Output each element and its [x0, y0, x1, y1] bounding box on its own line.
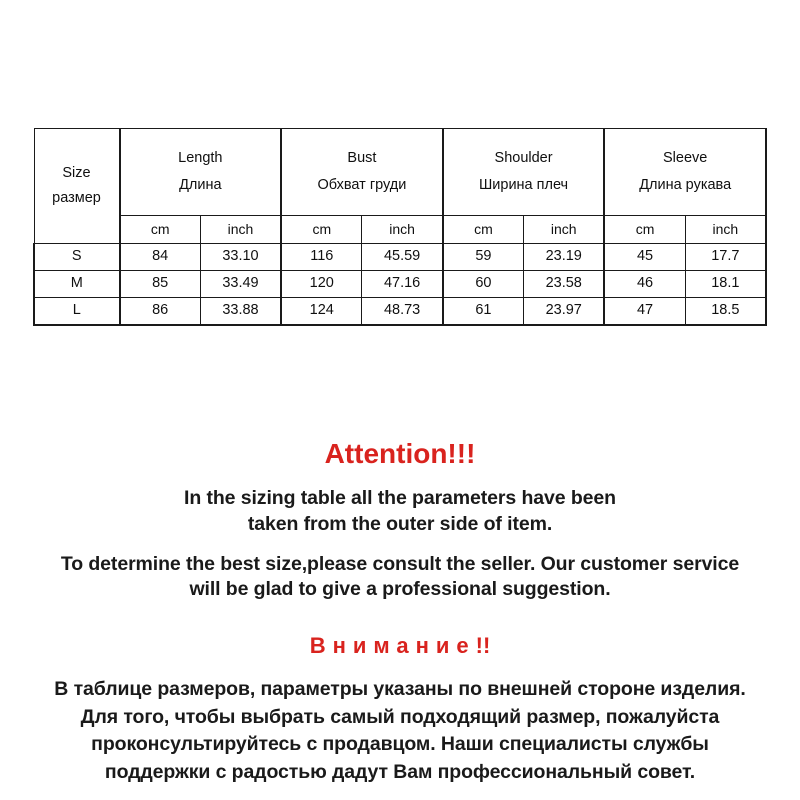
cell-size: M [34, 271, 120, 298]
cell-sleeve-inch: 17.7 [685, 244, 766, 271]
unit-shoulder-cm: cm [443, 216, 524, 244]
table-header-row [34, 129, 766, 216]
cell-bust-cm: 120 [281, 271, 362, 298]
table-row [34, 244, 766, 271]
header-group-shoulder-en: Shoulder [494, 150, 553, 167]
cell-length-cm: 84 [120, 244, 201, 271]
attention-heading-ru-bangs: !! [475, 632, 491, 658]
cell-sleeve-inch: 18.1 [685, 271, 766, 298]
unit-shoulder-inch: inch [524, 216, 605, 244]
notice-paragraph-ru [0, 676, 800, 787]
size-table [33, 128, 767, 326]
header-size-line1: Size [62, 164, 91, 181]
header-group-length-en: Length [178, 150, 223, 167]
header-group-bust-ru: Обхват груди [317, 176, 407, 193]
header-group-shoulder [443, 129, 605, 216]
unit-bust-inch: inch [362, 216, 443, 244]
header-group-length-ru: Длина [179, 176, 222, 193]
header-group-sleeve [604, 129, 766, 216]
cell-length-inch: 33.88 [200, 298, 281, 326]
cell-bust-cm: 124 [281, 298, 362, 326]
attention-heading-ru [0, 633, 800, 658]
notice-paragraph-en-2 [0, 552, 800, 603]
cell-shoulder-inch: 23.58 [524, 271, 605, 298]
size-chart [33, 128, 767, 326]
table-unit-row [34, 216, 766, 244]
cell-bust-inch: 45.59 [362, 244, 443, 271]
unit-sleeve-cm: cm [604, 216, 685, 244]
cell-sleeve-cm: 45 [604, 244, 685, 271]
notice-section [0, 438, 800, 787]
attention-heading-en: Attention!!! [324, 438, 476, 469]
attention-heading-ru-word: Внимание [309, 632, 476, 658]
table-row [34, 298, 766, 326]
cell-shoulder-cm: 59 [443, 244, 524, 271]
notice-line: проконсультируйтесь с продавцом. Наши специалисты службы [91, 733, 709, 756]
cell-size: L [34, 298, 120, 326]
cell-sleeve-inch: 18.5 [685, 298, 766, 326]
cell-sleeve-cm: 47 [604, 298, 685, 326]
header-group-bust [281, 129, 443, 216]
cell-shoulder-inch: 23.97 [524, 298, 605, 326]
cell-length-inch: 33.10 [200, 244, 281, 271]
notice-line: поддержки с радостью дадут Вам профессиональный совет. [104, 760, 696, 783]
cell-shoulder-inch: 23.19 [524, 244, 605, 271]
notice-line: taken from the outer side of item. [247, 512, 553, 535]
unit-sleeve-inch: inch [685, 216, 766, 244]
header-group-length [120, 129, 282, 216]
cell-length-cm: 85 [120, 271, 201, 298]
notice-line: Для того, чтобы выбрать самый подходящий размер, пожалуйста [80, 705, 720, 728]
header-size [34, 129, 120, 244]
header-group-sleeve-ru: Длина рукава [639, 176, 732, 193]
table-row [34, 271, 766, 298]
notice-line: will be glad to give a professional suggestion. [189, 578, 611, 601]
header-group-bust-en: Bust [347, 150, 377, 167]
cell-shoulder-cm: 60 [443, 271, 524, 298]
notice-paragraph-en-1 [0, 486, 800, 537]
cell-sleeve-cm: 46 [604, 271, 685, 298]
notice-line: In the sizing table all the parameters have been [184, 487, 616, 510]
notice-line: To determine the best size,please consult the seller. Our customer service [60, 552, 740, 575]
cell-size: S [34, 244, 120, 271]
notice-line: В таблице размеров, параметры указаны по внешней стороне изделия. [54, 677, 746, 700]
cell-bust-inch: 47.16 [362, 271, 443, 298]
cell-length-inch: 33.49 [200, 271, 281, 298]
header-group-shoulder-ru: Ширина плеч [479, 176, 569, 193]
header-group-sleeve-en: Sleeve [663, 150, 708, 167]
unit-length-cm: cm [120, 216, 201, 244]
cell-length-cm: 86 [120, 298, 201, 326]
header-size-line2: размер [52, 190, 101, 206]
cell-bust-inch: 48.73 [362, 298, 443, 326]
unit-length-inch: inch [200, 216, 281, 244]
cell-bust-cm: 116 [281, 244, 362, 271]
unit-bust-cm: cm [281, 216, 362, 244]
cell-shoulder-cm: 61 [443, 298, 524, 326]
